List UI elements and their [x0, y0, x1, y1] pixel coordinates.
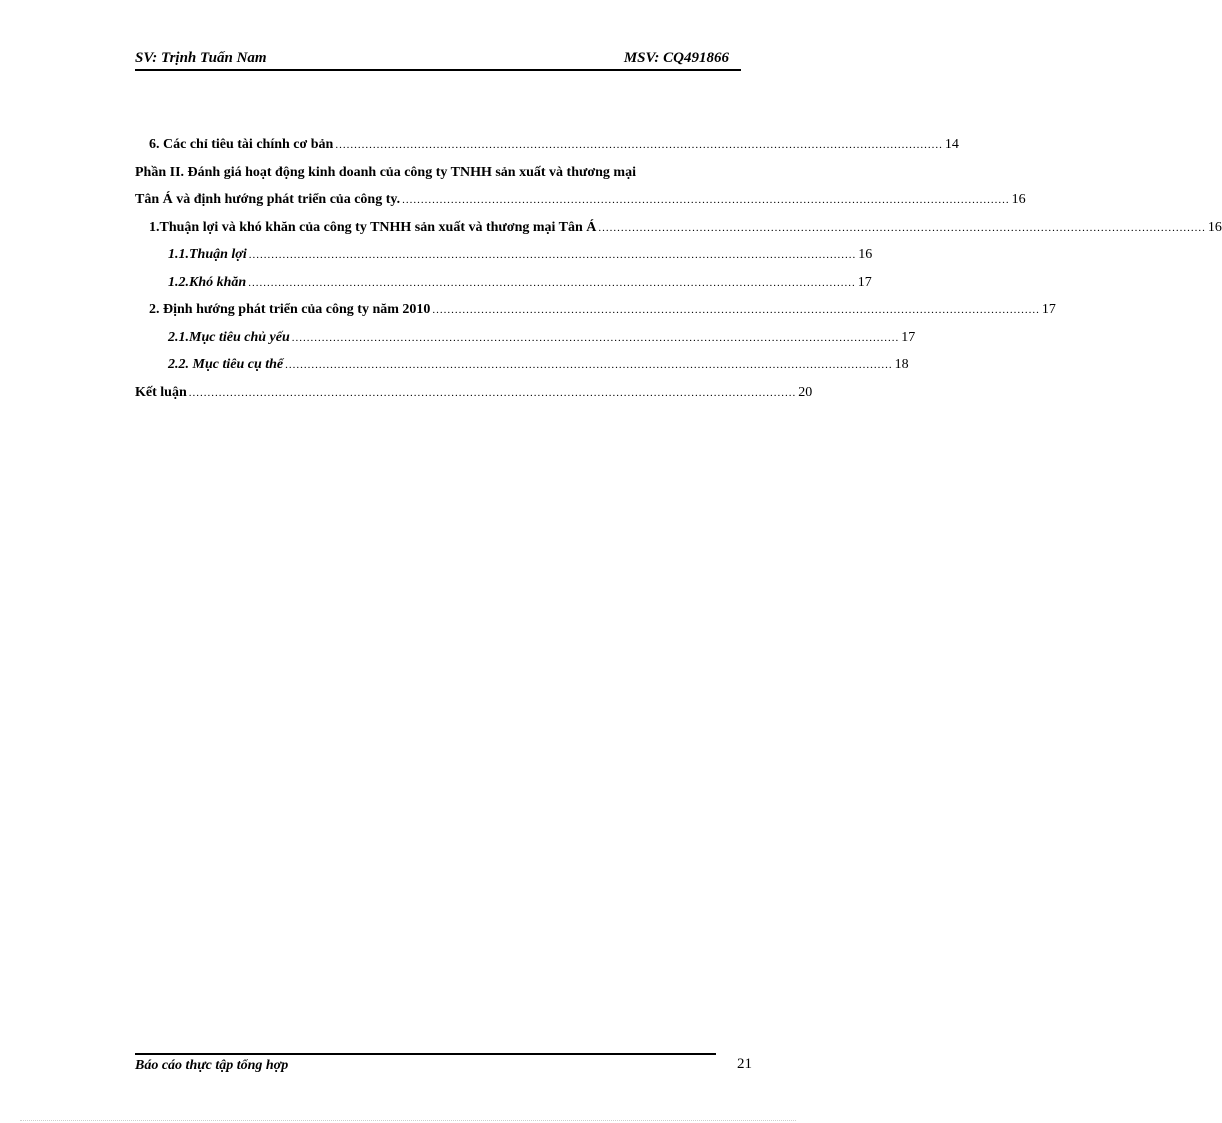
- toc-entry[interactable]: [135, 131, 959, 159]
- toc-dot-leader: ..................................................................................................................................................................: [432, 304, 1040, 316]
- toc-entry-title: 1.Thuận lợi và khó khăn của công ty TNHH sản xuất và thương mại Tân Á: [149, 219, 597, 235]
- toc-dot-leader: ..................................................................................................................................................................: [402, 194, 1010, 206]
- toc-dot-leader: ..................................................................................................................................................................: [291, 331, 900, 344]
- toc-dot-leader: ..................................................................................................................................................................: [188, 386, 797, 399]
- toc-dot-leader: ..................................................................................................................................................................: [248, 276, 856, 289]
- toc-entry-title: 1.2.Khó khăn: [168, 274, 247, 290]
- header-student-name: SV: Trịnh Tuấn Nam: [135, 50, 267, 66]
- table-of-contents: [135, 131, 1222, 406]
- toc-entry-title: 2. Định hướng phát triển của công ty năm 2010: [149, 302, 431, 317]
- toc-entry-title-line1: Phần II. Đánh giá hoạt động kinh doanh của công ty TNHH sản xuất và thương mại: [135, 164, 636, 180]
- footer-title: Báo cáo thực tập tổng hợp: [135, 1058, 289, 1073]
- toc-entry[interactable]: [135, 241, 873, 269]
- toc-entry[interactable]: [135, 159, 1026, 214]
- toc-entry-page: 17: [1041, 302, 1056, 317]
- page-edge: [20, 1120, 796, 1121]
- toc-entry-title: Kết luận: [135, 384, 187, 400]
- page-number: 21: [737, 1056, 752, 1072]
- toc-entry-title: 2.1.Mục tiêu chủ yếu: [168, 329, 290, 345]
- toc-entry[interactable]: [135, 379, 813, 407]
- toc-entry-title-line2: Tân Á và định hướng phát triển của công ty.: [135, 192, 401, 207]
- toc-entry-title: 1.1.Thuận lợi: [168, 247, 247, 262]
- toc-dot-leader: ..................................................................................................................................................................: [285, 359, 893, 371]
- toc-entry-page: 16: [1011, 192, 1026, 207]
- toc-entry-page: 20: [798, 384, 813, 400]
- toc-entry[interactable]: [135, 214, 1222, 242]
- toc-entry-page: 18: [894, 357, 909, 372]
- toc-entry[interactable]: [135, 296, 1056, 324]
- toc-dot-leader: ..................................................................................................................................................................: [598, 221, 1206, 234]
- toc-entry[interactable]: [135, 351, 909, 379]
- toc-entry-page: 16: [1207, 219, 1222, 235]
- toc-entry[interactable]: [135, 324, 916, 352]
- footer-rule: [135, 1053, 716, 1055]
- page-header: [135, 49, 741, 71]
- toc-entry[interactable]: [135, 269, 872, 297]
- toc-dot-leader: ..................................................................................................................................................................: [335, 139, 943, 151]
- toc-entry-title: 2.2. Mục tiêu cụ thể: [168, 357, 284, 372]
- toc-entry-page: 16: [858, 247, 873, 262]
- toc-dot-leader: ..................................................................................................................................................................: [248, 249, 857, 261]
- toc-entry-page: 17: [857, 274, 872, 290]
- header-student-id: MSV: CQ491866: [623, 50, 729, 66]
- toc-entry-title: 6. Các chỉ tiêu tài chính cơ bản: [149, 137, 334, 152]
- toc-entry-page: 14: [944, 137, 959, 152]
- toc-entry-page: 17: [901, 329, 916, 345]
